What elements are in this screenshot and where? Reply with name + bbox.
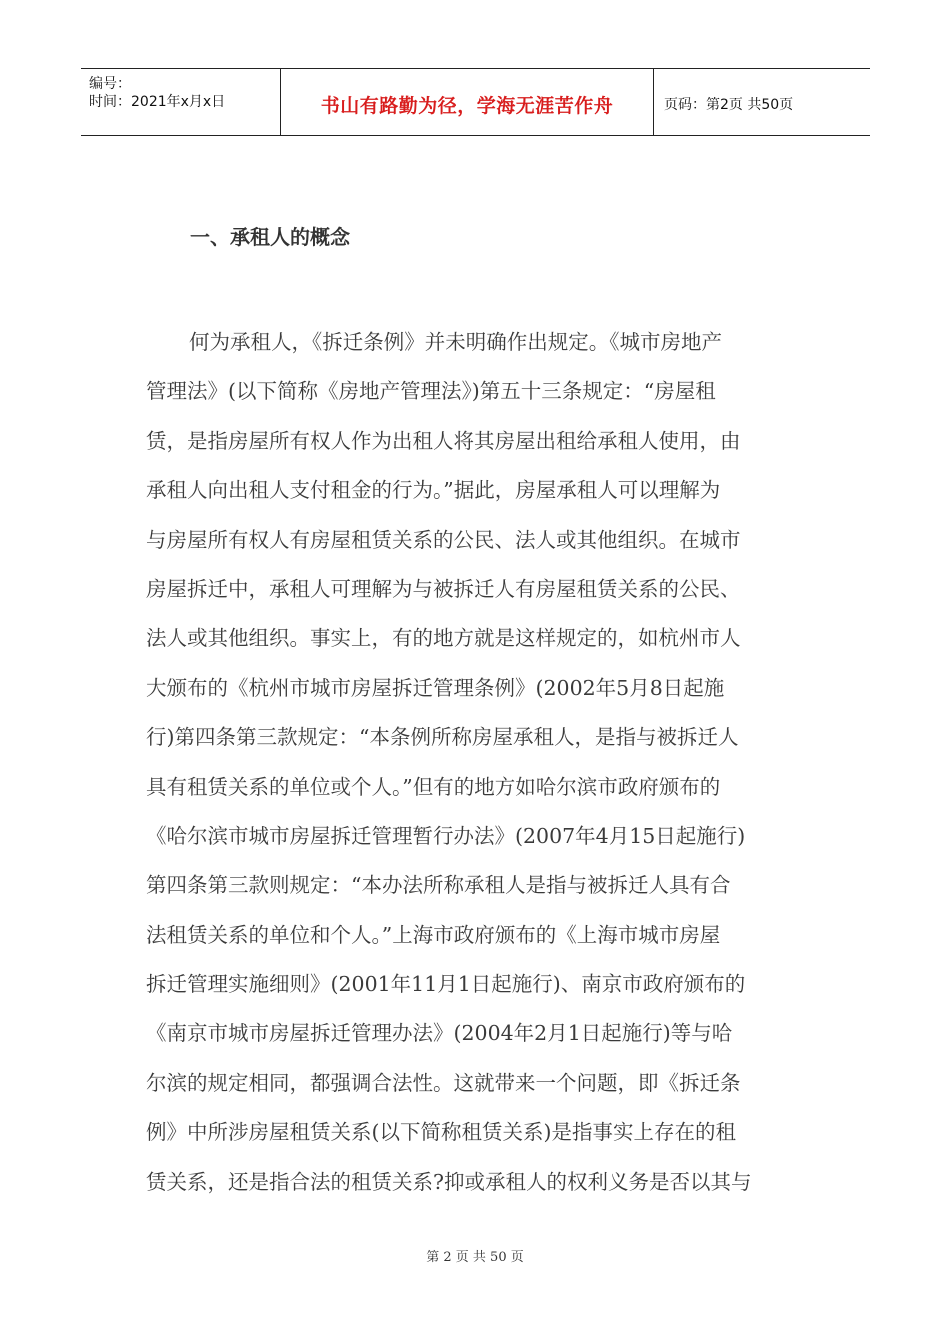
paragraph-line: 赁关系，还是指合法的租赁关系?抑或承租人的权利义务是否以其与: [146, 1169, 752, 1194]
paragraph-line: 行)第四条第三款规定：“本条例所称房屋承租人，是指与被拆迁人: [146, 725, 739, 750]
paragraph-line: 第四条第三款则规定：“本办法所称承租人是指与被拆迁人具有合: [146, 873, 731, 898]
paragraph-line: 法人或其他组织。事实上，有的地方就是这样规定的，如杭州市人: [146, 626, 741, 651]
paragraph-line: 拆迁管理实施细则》(2001年11月1日起施行)、南京市政府颁布的: [146, 972, 746, 997]
paragraph-line: 《哈尔滨市城市房屋拆迁管理暂行办法》(2007年4月15日起施行): [146, 823, 746, 848]
paragraph-line: 尔滨的规定相同，都强调合法性。这就带来一个问题，即《拆迁条: [146, 1070, 741, 1095]
paragraph-line: 大颁布的《杭州市城市房屋拆迁管理条例》(2002年5月8日起施: [146, 675, 725, 700]
paragraph-line: 《南京市城市房屋拆迁管理办法》(2004年2月1日起施行)等与哈: [146, 1021, 733, 1046]
document-time-label: 时间：2021年x月x日: [89, 94, 226, 110]
paragraph-line: 赁，是指房屋所有权人作为出租人将其房屋出租给承租人使用，由: [146, 428, 741, 453]
body-paragraph: [146, 318, 808, 1207]
paragraph-line: 例》中所涉房屋租赁关系(以下简称租赁关系)是指事实上存在的租: [146, 1120, 736, 1145]
paragraph-line: 具有租赁关系的单位或个人。”但有的地方如哈尔滨市政府颁布的: [146, 774, 721, 799]
page-header: [81, 68, 870, 136]
paragraph-line: 承租人向出租人支付租金的行为。”据此，房屋承租人可以理解为: [146, 478, 721, 503]
page-footer: 第 2 页 共 50 页: [426, 1250, 524, 1265]
paragraph-line: 法租赁关系的单位和个人。”上海市政府颁布的《上海市城市房屋: [146, 922, 721, 947]
header-info-cell: [81, 69, 281, 135]
section-heading: 一、承租人的概念: [190, 225, 350, 249]
header-motto: 书山有路勤为径，学海无涯苦作舟: [320, 95, 614, 117]
header-page-cell: [654, 69, 870, 135]
paragraph-line: 与房屋所有权人有房屋租赁关系的公民、法人或其他组织。在城市: [146, 527, 741, 552]
paragraph-line: 何为承租人，《拆迁条例》并未明确作出规定。《城市房地产: [189, 330, 722, 354]
document-number-label: 编号：: [89, 76, 131, 92]
paragraph-line: 管理法》(以下简称《房地产管理法》)第五十三条规定：“房屋租: [146, 379, 716, 404]
header-page-code: 页码：第2页 共50页: [664, 97, 794, 113]
paragraph-line: 房屋拆迁中，承租人可理解为与被拆迁人有房屋租赁关系的公民、: [146, 576, 741, 601]
header-motto-cell: [281, 69, 654, 135]
